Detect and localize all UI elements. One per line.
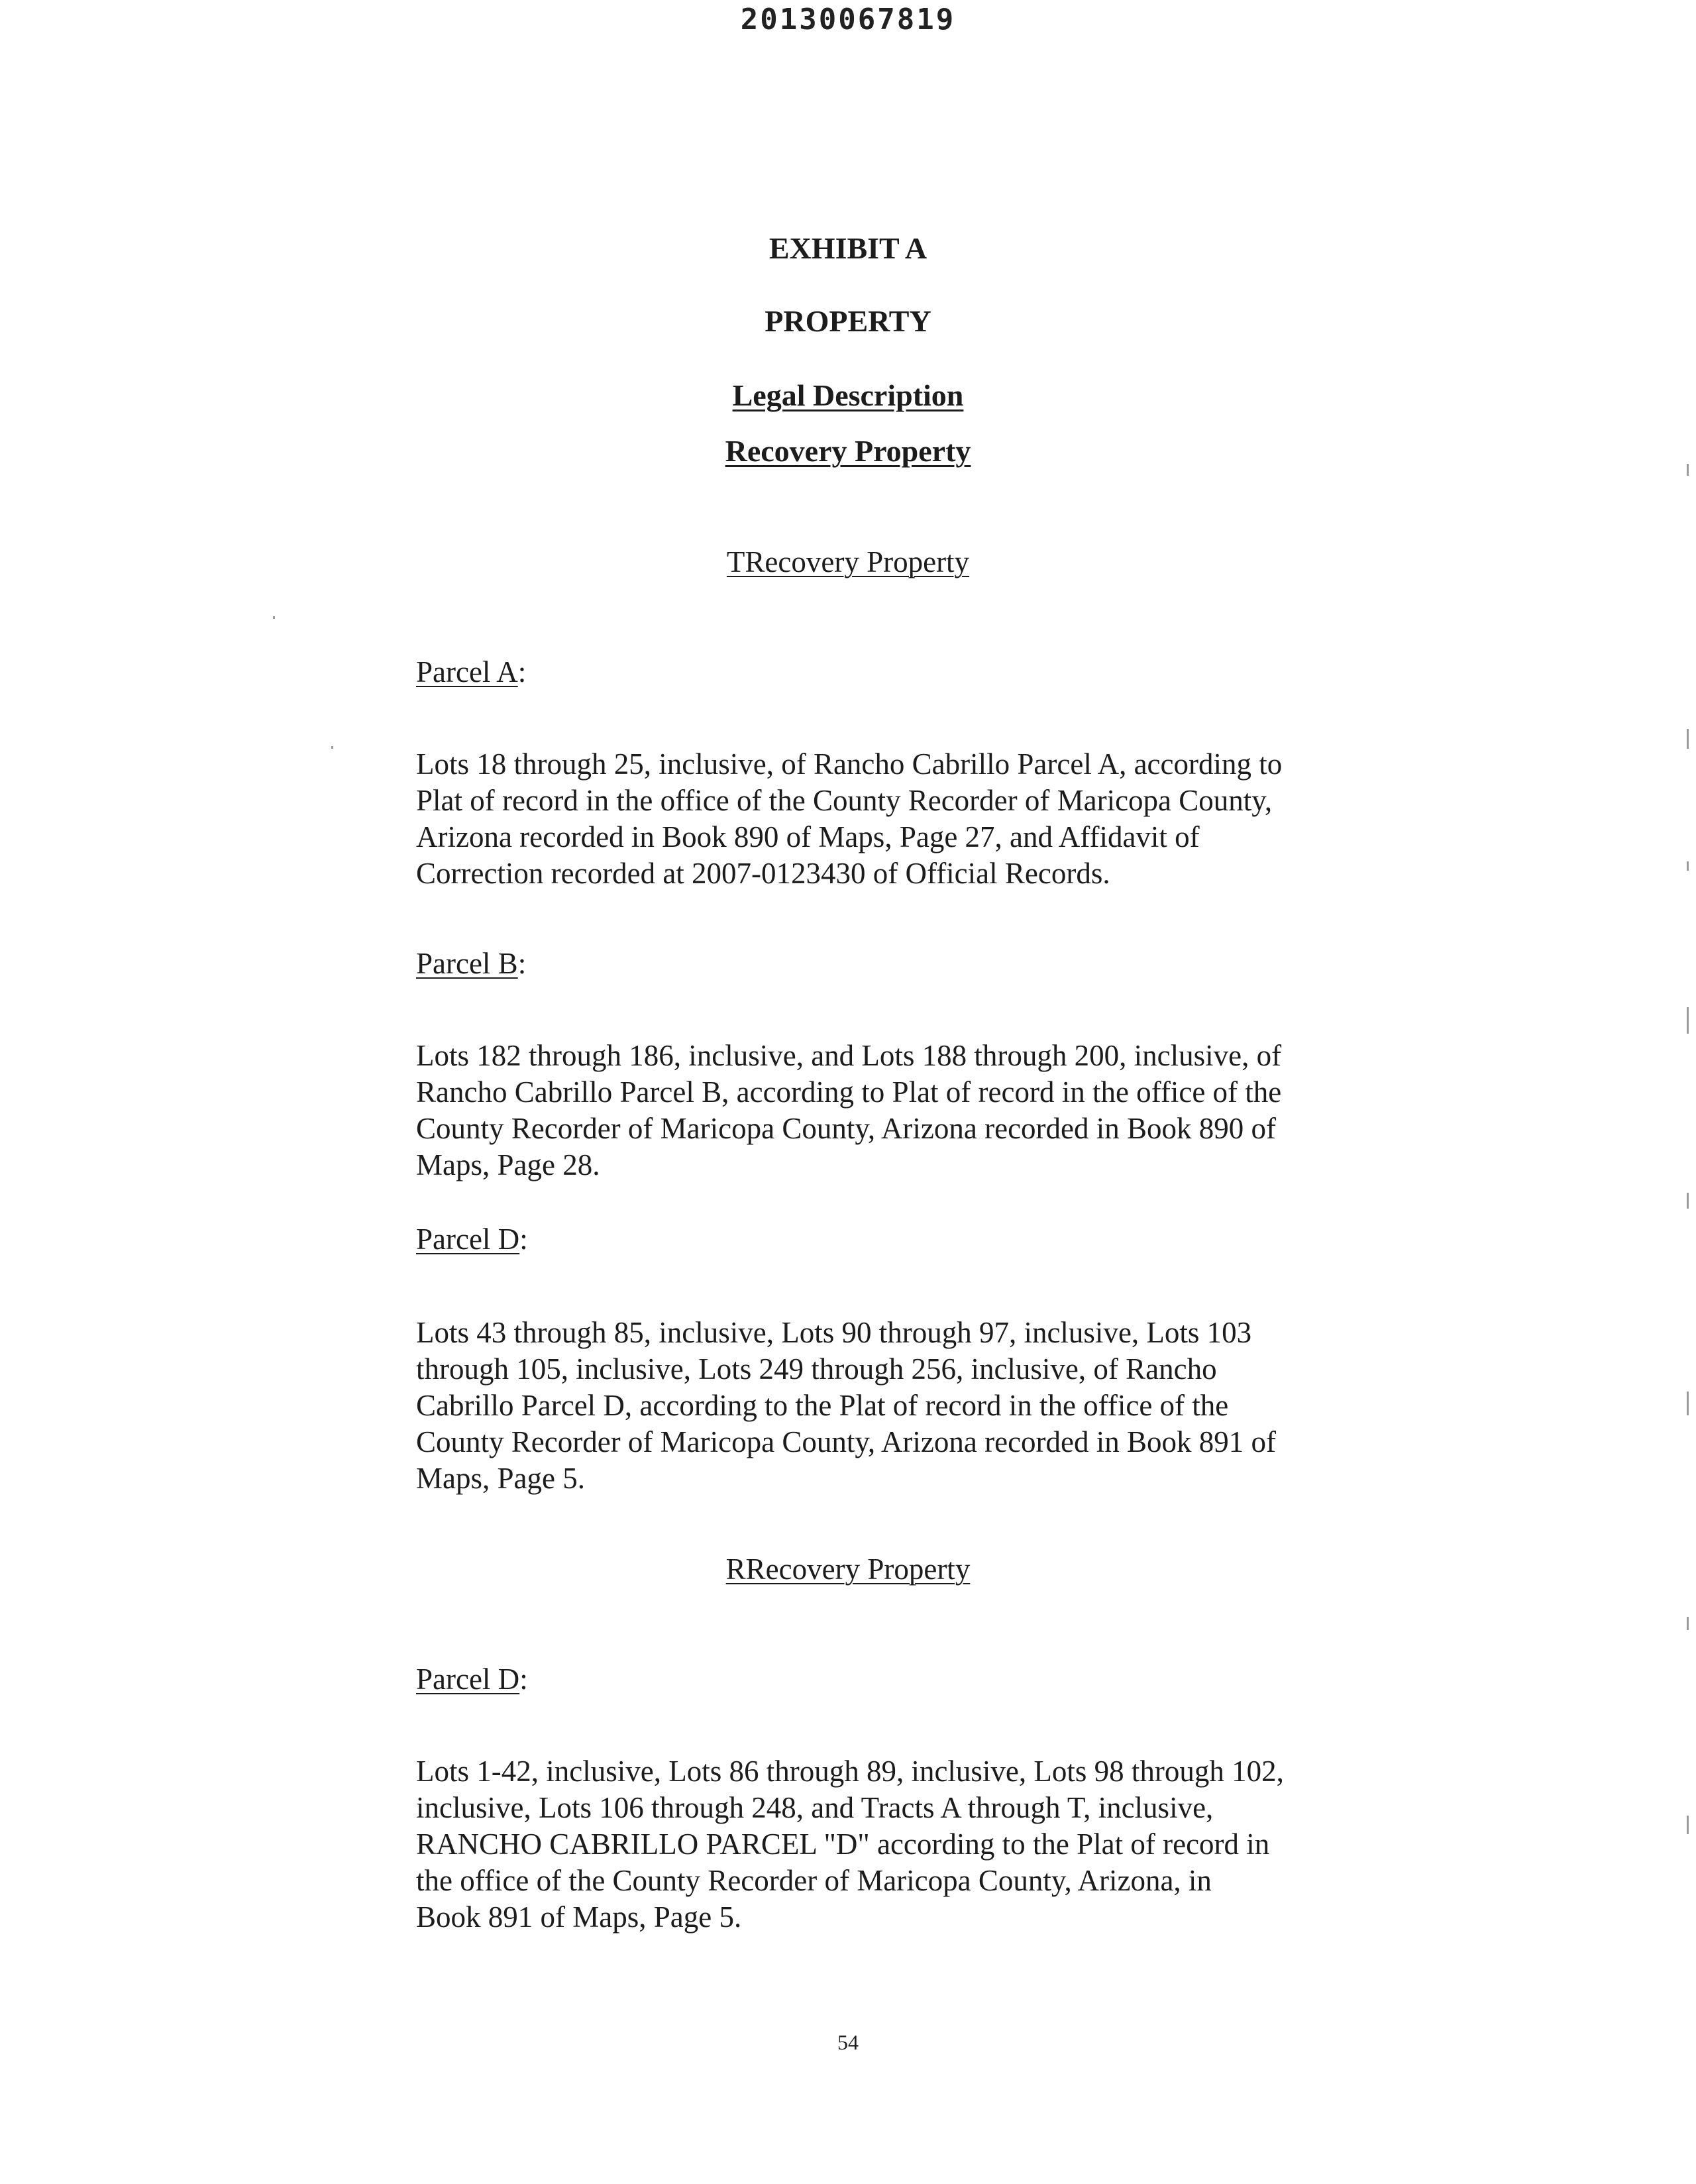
scan-speck [273,616,275,619]
scan-speck [1687,1816,1689,1834]
page-number: 54 [837,2030,859,2054]
t-recovery-property-heading: TRecovery Property [726,545,970,578]
r-parcel-d-colon: : [519,1663,528,1696]
parcel-a-label [416,656,526,689]
parcel-d-colon: : [519,1223,528,1256]
r-parcel-d-name: Parcel D [416,1663,520,1696]
r-parcel-d-description: Lots 1-42, inclusive, Lots 86 through 89, inclusive, Lots 98 through 102, inclusive, Lots 106 through 248, and Tracts A through T, inclusive, RANCHO CABRILLO PARCEL "D" according to the Plat of record in the office of the County Recorder of Maricopa County, Arizona, in Book 891 of Maps, Page 5. [416,1755,1284,1934]
parcel-b-description: Lots 182 through 186, inclusive, and Lots 188 through 200, inclusive, of Rancho Cabrillo Parcel B, according to Plat of record in the office of the County Recorder of Maricopa County, Arizona recorded in Book 890 of Maps, Page 28. [416,1039,1282,1181]
scan-speck [1687,861,1689,871]
parcel-a-name: Parcel A [416,655,518,688]
scan-speck [1687,1193,1689,1209]
parcel-b-label [416,948,526,981]
r-recovery-property-heading: RRecovery Property [725,1553,971,1586]
scan-speck [331,746,333,749]
scan-speck [1687,1007,1689,1034]
recovery-property-title: Recovery Property [725,434,971,468]
legal-description-title: Legal Description [732,378,964,412]
scan-speck [1687,729,1689,749]
r-parcel-d-label [416,1663,528,1696]
recording-number: 20130067819 [740,3,956,36]
property-title: PROPERTY [765,304,931,338]
scan-speck [1687,1392,1689,1415]
parcel-d-label [416,1223,528,1256]
parcel-d-description: Lots 43 through 85, inclusive, Lots 90 through 97, inclusive, Lots 103 through 105, inclusive, Lots 249 through 256, inclusive, of Rancho Cabrillo Parcel D, according to the Plat of record in the office of the County Recorder of Maricopa County, Arizona recorded in Book 891 of Maps, Page 5. [416,1316,1277,1495]
parcel-d-name: Parcel D [416,1223,520,1256]
parcel-a-colon: : [517,655,527,688]
scan-speck [1687,1617,1689,1630]
parcel-b-name: Parcel B [416,947,518,980]
parcel-b-colon: : [517,947,527,980]
parcel-a-description: Lots 18 through 25, inclusive, of Rancho Cabrillo Parcel A, according to Plat of record in the office of the County Recorder of Maricopa County, Arizona recorded in Book 890 of Maps, Page 27, and Affidavit of Correction recorded at 2007-0123430 of Official Records. [416,747,1283,890]
exhibit-title: EXHIBIT A [768,231,928,265]
scan-speck [1687,464,1689,476]
